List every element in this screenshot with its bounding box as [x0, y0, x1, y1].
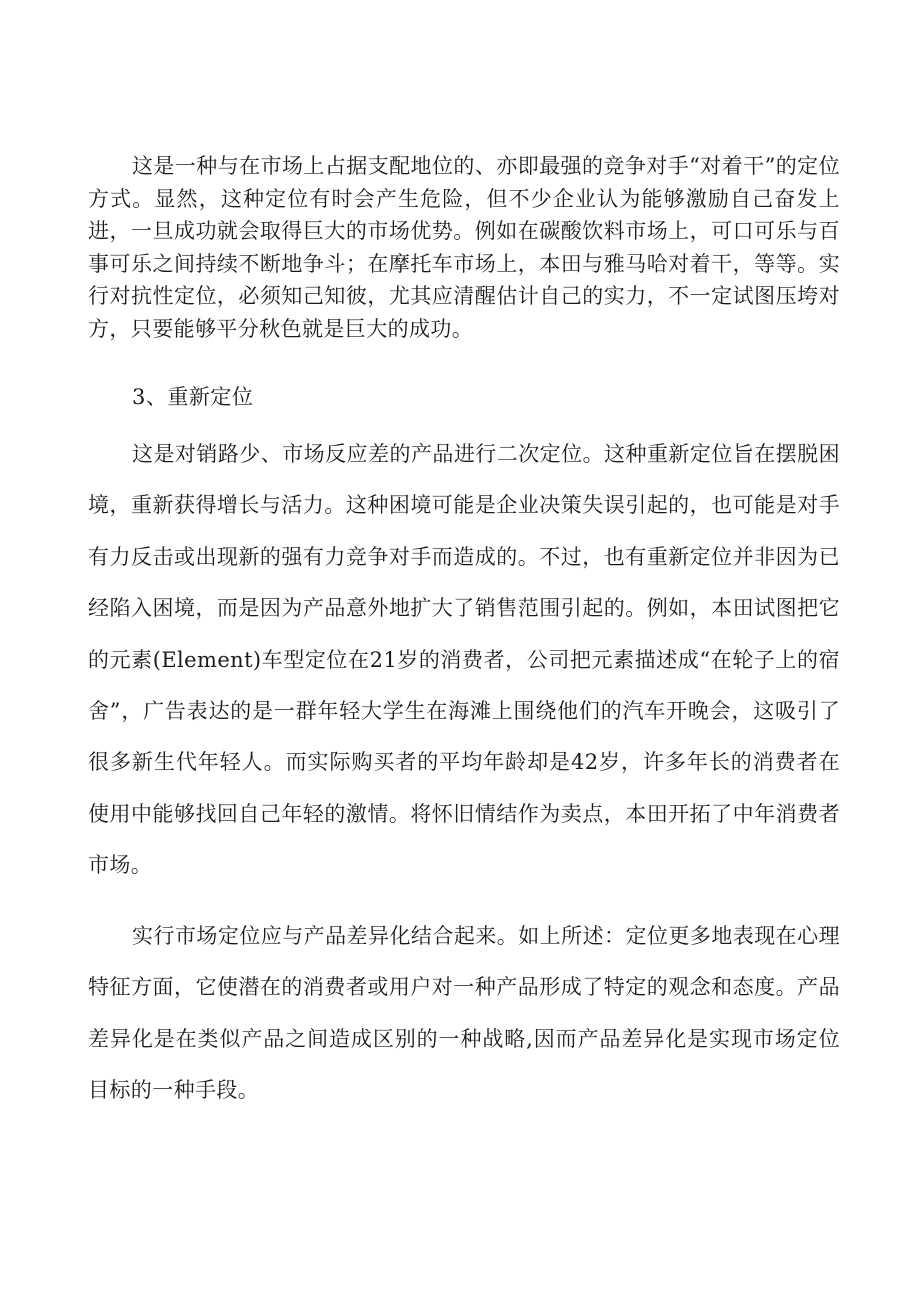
paragraph-differentiation: 实行市场定位应与产品差异化结合起来。如上所述：定位更多地表现在心理特征方面，它使潜在的消费者或用户对一种产品形成了特定的观念和态度。产品差异化是在类似产品之间造成区别的一种战略,因而产品差异化是实现市场定位目标的一种手段。 [88, 924, 840, 1103]
paragraph-repositioning: 这是对销路少、市场反应差的产品进行二次定位。这种重新定位旨在摆脱困境，重新获得增长与活力。这种困境可能是企业决策失误引起的，也可能是对手有力反击或出现新的强有力竞争对手而造成的。不过，也有重新定位并非因为已经陷入困境，而是因为产品意外地扩大了销售范围引起的。例如，本田试图把它的元素(Element)车型定位在21岁的消费者，公司把元素描述成“在轮子上的宿舍”，广告表达的是一群年轻大学生在海滩上围绕他们的汽车开晚会，这吸引了很多新生代年轻人。而实际购买者的平均年龄却是42岁，许多年长的消费者在使用中能够找回自己年轻的激情。将怀旧情结作为卖点，本田开拓了中年消费者市场。 [88, 442, 840, 878]
paragraph-confrontational-positioning: 这是一种与在市场上占据支配地位的、亦即最强的竞争对手“对着干”的定位方式。显然，这种定位有时会产生危险，但不少企业认为能够激励自己奋发上进，一旦成功就会取得巨大的市场优势。例如在碳酸饮料市场上，可口可乐与百事可乐之间持续不断地争斗；在摩托车市场上，本田与雅马哈对着干，等等。实行对抗性定位，必须知己知彼，尤其应清醒估计自己的实力，不一定试图压垮对方，只要能够平分秋色就是巨大的成功。 [88, 154, 840, 341]
section-heading-repositioning: 3、重新定位 [132, 385, 254, 409]
